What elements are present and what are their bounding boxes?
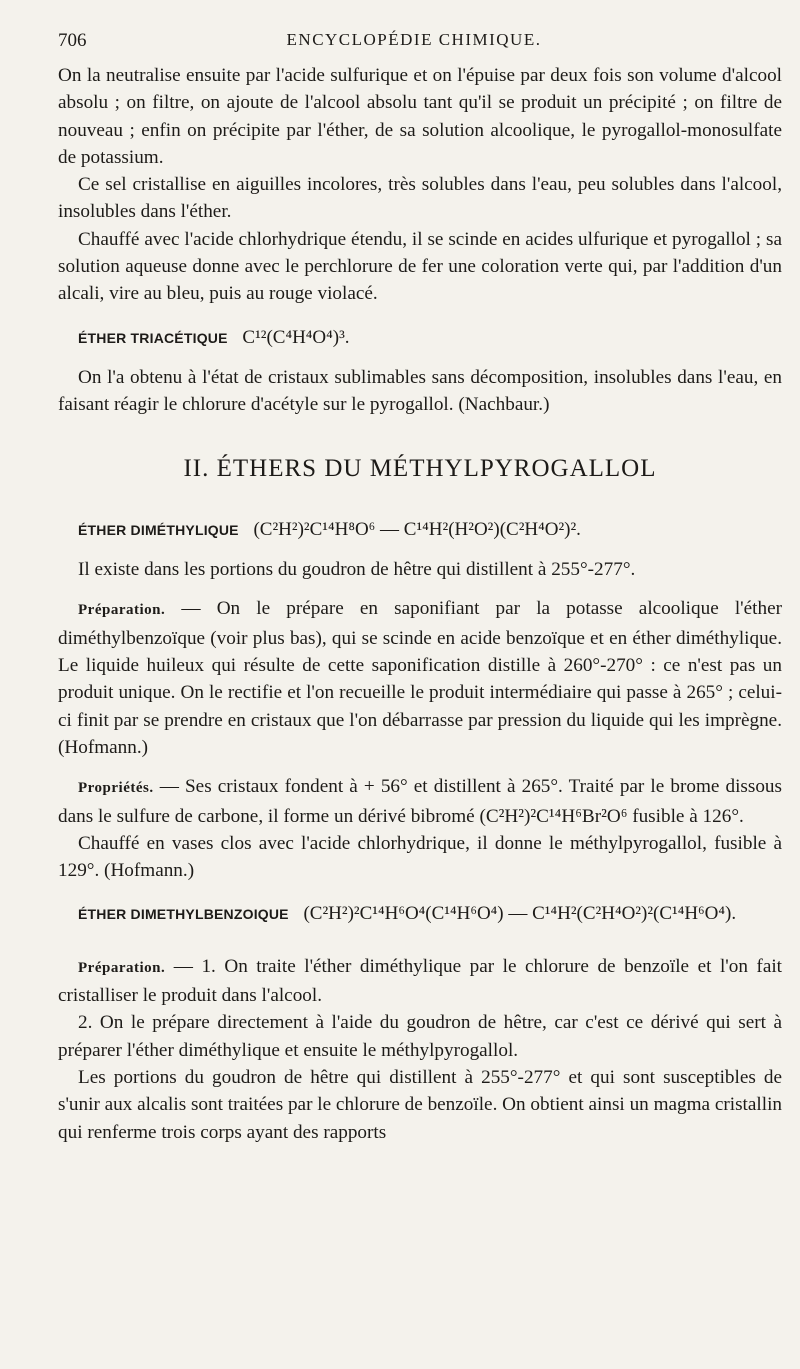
compound-name: ÉTHER DIMÉTHYLIQUE (78, 521, 239, 538)
preparation-text: — 1. On traite l'éther diméthylique par le chlorure de benzoïle et l'on fait cristalliser le produit dans l'alcool. (58, 955, 782, 1007)
compound-formula: (C²H²)²C¹⁴H⁶O⁴(C¹⁴H⁶O⁴) — C¹⁴H²(C²H⁴O²)²(C¹⁴H⁶O⁴). (303, 903, 737, 925)
section-title: II. ÉTHERS DU MÉTHYLPYROGALLOL (183, 454, 657, 482)
paragraph-goudron: Les portions du goudron de hêtre qui distillent à 255°-277° et qui sont susceptibles de s'unir aux alcalis sont traitées par le chlorure de benzoïle. On obtient ainsi un magma cristallin qui renferme trois corps ayant des rapports (58, 1066, 782, 1143)
paragraph-preparation-benzoique (58, 953, 782, 1010)
compound-heading-dimethylique (78, 516, 782, 544)
compound-formula: (C²H²)²C¹⁴H⁸O⁶ — C¹⁴H²(H²O²)(C²H⁴O²)². (253, 518, 581, 540)
spacer (58, 761, 782, 773)
paragraph-triacetique: On l'a obtenu à l'état de cristaux sublimables sans décomposition, insolubles dans l'eau, en faisant réagir le chlorure d'acétyle sur le pyrogallol. (Nachbaur.) (58, 366, 782, 416)
page-body (58, 62, 782, 1146)
paragraph-item-2: 2. On le prépare directement à l'aide du goudron de hêtre, car c'est ce dérivé qui sert à préparer l'éther diméthylique et ensuite le méthylpyrogallol. (58, 1012, 782, 1061)
compound-heading-triacetique (78, 324, 782, 352)
running-title: ENCYCLOPÉDIE CHIMIQUE. (286, 30, 542, 49)
compound-formula: C¹²(C⁴H⁴O⁴)³. (242, 326, 350, 348)
paragraph-dimethylique-intro: Il existe dans les portions du goudron de hêtre qui distillent à 255°-277°. (78, 559, 636, 581)
compound-name: ÉTHER DIMETHYLBENZOIQUE (78, 906, 289, 923)
spacer (58, 583, 782, 595)
paragraph-chauffe: Chauffé avec l'acide chlorhydrique étendu, il se scinde en acides ulfurique et pyrogallol ; sa solution aqueuse donne avec le perchlorure de fer une coloration verte qui, par l'addition d'un alcali, vire au bleu, puis au rouge violacé. (58, 228, 782, 305)
paragraph-chauffe-vases-clos: Chauffé en vases clos avec l'acide chlorhydrique, il donne le méthylpyrogallol, fusible à 129°. (Hofmann.) (58, 832, 782, 882)
paragraph-preparation (58, 595, 782, 761)
preparation-label: Préparation. (78, 602, 166, 619)
page-number: 706 (58, 30, 87, 51)
page-header (58, 30, 770, 54)
preparation-label: Préparation. (78, 959, 166, 976)
proprietes-text: — Ses cristaux fondent à + 56° et distillent à 265°. Traité par le brome dissous dans le sulfure de carbone, il forme un dérivé bibromé (C²H²)²C¹⁴H⁶Br²O⁶ fusible à 126°. (58, 776, 782, 827)
preparation-text: — On le prépare en saponifiant par la potasse alcoolique l'éther diméthylbenzoïque (voir plus bas), qui se scinde en acide benzoïque et en éther diméthylique. Le liquide huileux qui résulte de cette saponification distille à 260°-270° : ce n'est pas un produit unique. On le rectifie et l'on recueille le produit intermédiaire qui passe à 265° ; celui-ci finit par se prendre en cristaux que l'on débarrasse par pression du liquide qui les imprègne. (Hofmann.) (58, 598, 782, 758)
paragraph-proprietes (58, 773, 782, 830)
proprietes-label: Propriétés. (78, 780, 154, 797)
compound-name: ÉTHER TRIACÉTIQUE (78, 329, 228, 346)
spacer (58, 941, 782, 953)
compound-heading-dimethylbenzoique (78, 900, 782, 928)
paragraph-cristallisation: Ce sel cristallise en aiguilles incolores, très solubles dans l'eau, peu solubles dans l'alcool, insolubles dans l'éther. (58, 174, 782, 223)
paragraph-neutralisation: On la neutralise ensuite par l'acide sulfurique et on l'épuise par deux fois son volume d'alcool absolu ; on filtre, on ajoute de l'alcool absolu tant qu'il se produit un précipité ; on filtre de nouveau ; enfin on précipite par l'éther, de sa solution alcoolique, le pyrogallol-monosulfate de potassium. (58, 65, 782, 168)
